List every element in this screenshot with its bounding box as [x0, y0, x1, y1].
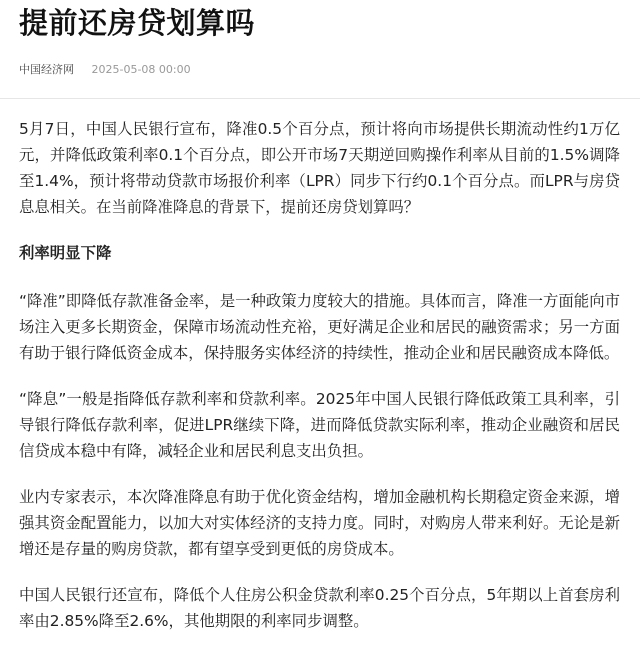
- article-body: [19, 116, 620, 634]
- article-source[interactable]: 中国经济网: [19, 63, 74, 76]
- paragraph-2: “降准”即降低存款准备金率，是一种政策力度较大的措施。具体而言，降准一方面能向市场注入更多长期资金，保障市场流动性充裕，更好满足企业和居民的融资需求；另一方面有助于银行降低资金成本，保持服务实体经济的持续性，推动企业和居民融资成本降低。: [19, 292, 620, 362]
- header-divider: [0, 98, 640, 99]
- section-heading: 利率明显下降: [19, 244, 112, 262]
- paragraph-4: 业内专家表示，本次降准降息有助于优化资金结构，增加金融机构长期稳定资金来源，增强其资金配置能力，以加大对实体经济的支持力度。同时，对购房人带来利好。无论是新增还是存量的购房贷款，都有望享受到更低的房贷成本。: [19, 488, 620, 558]
- paragraph-5: 中国人民银行还宣布，降低个人住房公积金贷款利率0.25个百分点，5年期以上首套房利率由2.85%降至2.6%，其他期限的利率同步调整。: [19, 586, 620, 630]
- article-meta: [19, 63, 620, 77]
- article-title: 提前还房贷划算吗: [19, 6, 256, 40]
- paragraph-1: 5月7日，中国人民银行宣布，降准0.5个百分点，预计将向市场提供长期流动性约1万亿元，并降低政策利率0.1个百分点，即公开市场7天期逆回购操作利率从目前的1.5%调降至1.4%，预计将带动贷款市场报价利率（LPR）同步下行约0.1个百分点。而LPR与房贷息息相关。在当前降准降息的背景下，提前还房贷划算吗？: [19, 120, 620, 216]
- article-time: 2025-05-08 00:00: [91, 63, 191, 76]
- paragraph-3: “降息”一般是指降低存款利率和贷款利率。2025年中国人民银行降低政策工具利率，引导银行降低存款利率，促进LPR继续下降，进而降低贷款实际利率，推动企业融资和居民信贷成本稳中有降，减轻企业和居民利息支出负担。: [19, 390, 620, 460]
